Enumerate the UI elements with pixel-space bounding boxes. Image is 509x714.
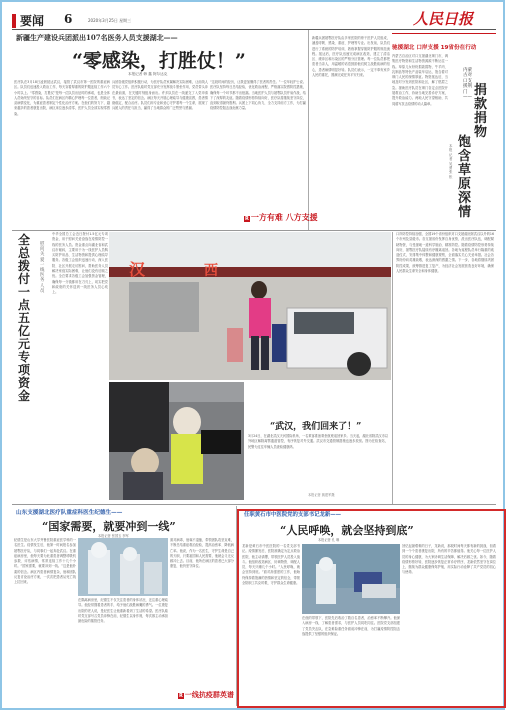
article-column: 医疗队在3月18日凌晨抵达武汉，接管了武汉市第一医院的重症病区。队员们迅速投入救治工作，每天穿着厚重的防护服连续工作六个小时以上。“零感染，打胜仗”是每一位队员出征时的承诺，也是全体人员始终坚守的目标。队员们在病区内精心护理每一位患者，细致记录病情变化，为重症患者制定个性化治疗方案。在他们的努力下，越来越多的患者康复出院，病区床位逐步清零，医护人员全部实现零感染。 <box>14 80 110 116</box>
section-marker <box>12 14 16 28</box>
svg-text:西: 西 <box>204 263 218 279</box>
photo-byline: 本报记者 姚建军摄 <box>308 493 335 497</box>
column-divider <box>308 30 309 230</box>
airport-photo-illustration <box>109 232 391 380</box>
article-column: 兵团各级党组织积极行动，为医疗队员家属解决实际困难，让前线人员安心工作。医疗队临时党支部充分发挥战斗堡垒作用，党员带头冲在最前面，在关键时刻挺身而出。许多队员在一线递交了入党申请书，表达了坚定的信念。病区每天开展心理疏导与健康宣教，患者情绪稳定，配合治疗。队员们用专业和爱心守护着每一个生命，展现了兵团人的责任与担当，赢得了当地群众的广泛赞誉与感谢。 <box>112 80 208 111</box>
bottom-left-byline: 本报记者 张国玉 李军 <box>98 534 129 538</box>
left-headline: 全总拨付一点五亿元专项资金 <box>18 233 31 403</box>
bottom-left-photo <box>78 538 168 596</box>
header-rule <box>12 29 496 30</box>
article-column: 面对病毒，他毫不退缩，带领团队攻坚克难，不断总结重症救治经验，提高治愈率、降低病亡率。他说，作为一名医生，守护生命是自己的天职，只要祖国和人民需要，他就会义无反顾冲上去。目前，他所在病区的患者已大部分康复，他仍坚守岗位。 <box>170 538 234 569</box>
section-title: 要闻 <box>20 14 45 28</box>
airport-photo <box>109 232 391 380</box>
bottom-right-headline: “人民呼唤，就会坚持到底” <box>280 524 414 537</box>
left-subtitle: 慰问关爱一线医务人员 <box>40 242 45 294</box>
photo-caption-title: “武汉，我们回来了！” <box>270 422 362 432</box>
middle-banner-tag: R <box>245 216 249 222</box>
article-column: “这段时间的经历，让我更加懂得了医者的责任。”一位年轻护士说。医疗队坚持每日总结经验，优化救治流程，严格落实院感防控措施，确保每一个环节都不出纰漏。当地医护人员与援鄂队员并肩作战，结下了深厚的友谊。随着疫情形势持续向好，医疗队将继续坚守岗位，直到取得最终胜利。兵团上下同心协力，全力支持前方工作，为打赢疫情防控阻击战贡献力量。 <box>210 80 306 111</box>
bottom-left-kicker: 山东支援湖北医疗队重症科医生纪德生—— <box>16 510 123 516</box>
checkpoint-photo <box>109 382 244 500</box>
article-column: 内蒙古自治区对口支援湖北荆门市，调集医疗物资和生活物资源源不断运往一线。草原儿女纷纷捐款捐物，牛羊肉、乳制品等特色产品装车启运，饱含着对荆门人民的深情厚谊。物资抵达后，当地及时分发到医院和社区，解了燃眉之急。援助医疗队员在荆门各定点医院开展救治工作，协助当地完善诊疗方案，提升救治能力。两地人民守望相助，共同谱写抗击疫情的动人篇章。 <box>392 54 448 106</box>
bottom-right-byline: 本报记者 孔 琳 <box>318 538 340 542</box>
article-column: 回忆起最艰难的日子，龙新说，那段时间每天都有新的挑战，但看到一个个患者康复出院，所有的辛苦都值得。他关心每一位医护人员的身心健康，为大家协调生活保障，解决后顾之忧。如今，随着疫情形势好转，医院逐步恢复正常诊疗秩序，龙新依然坚守在岗位上，继续为群众健康保驾护航，用实际行动诠释了共产党员的初心与使命。 <box>402 544 496 575</box>
section-rule <box>12 504 496 505</box>
bottom-banner-tag: R <box>179 693 183 699</box>
selection-highlight-box[interactable] <box>237 509 506 708</box>
bottom-left-banner <box>178 690 234 700</box>
top-left-byline: 本报记者 韩 鑫 阿尔达克 <box>128 72 168 76</box>
article-column: 新疆兵团援鄂医疗队由多家医院的骨干医护人员组成，涵盖呼吸、感染、重症、护理等专业。出发前，队员们进行了系统的防护培训，熟练掌握穿脱防护服的规范流程。抵达后，医疗队迅速完成病区改造，建立了清洁区、缓冲区和污染区的严格分区管理。每一位队员都把患者当亲人，用温暖的话语鼓励他们树立战胜疾病的信心，患者病情明显好转。队员们表示，一定不辜负家乡人民的重托，圆满完成任务平安归来。 <box>312 36 390 78</box>
top-right-byline: 本报记者 吴勇 张枨 <box>449 144 453 179</box>
top-right-headline-1: 捐款捐物 <box>474 83 488 140</box>
middle-banner-text: 一方有难 八方支援 <box>250 213 318 222</box>
top-right-badge-row <box>392 33 496 51</box>
top-right-badge-text: 驰援湖北 口岸支援 19省份在行动 <box>392 45 477 51</box>
issue-date: 2020年3月25日 星期三 <box>88 18 132 23</box>
top-right-subtitle: 内蒙古对口支援荆门—— <box>463 68 472 101</box>
checkpoint-photo-illustration <box>109 382 244 500</box>
bottom-right-kicker: 任职黄石市中医院党的支部书记龙新—— <box>244 512 342 518</box>
masthead-logo: 人民日报 <box>413 10 474 28</box>
middle-banner <box>244 212 318 223</box>
top-right-headline-2: 饱含草原深情 <box>458 135 472 220</box>
section-rule <box>12 230 496 231</box>
medical-team-illustration <box>78 538 168 596</box>
article-column: 在隔离病房里，纪德生不仅关注患者的身体状况，还注重心理疏导。他经常握着患者的手，给予他们战胜病魔的勇气。一位康复出院的老人说，是纪医生让他重新看到了生活的希望。医疗队临时党支部号召党员冲锋在前，纪德生以身作则，每次都主动承担最危险的插管任务。 <box>78 598 168 624</box>
svg-text:汉: 汉 <box>129 260 146 279</box>
photo-caption-text: 3月24日，在湖北武汉天河国际机场，一名乘客准备乘坐航班返回家乡。当天起，湖北省除武汉市以外地区解除离鄂通道管控，有序恢复对外交通。武汉市交通管制措施也逐步放宽。图为在检查站，民警为过往车辆人员查验健康码。 <box>248 434 388 449</box>
bottom-left-headline: “国家需要，就要冲到一线” <box>42 520 176 533</box>
article-column: 口岸防控持续加强，全国19个省份组织对口支援湖北除武汉以外的16个市州及县级市。各支援省份发挥自身优势，派出医疗队伍，调配紧缺物资，与受援地一道科学施治、精准防控。随着疫情防控形势持续向好，援鄂医疗队陆续有序撤离返回。各地为返程队员举行隆重的欢迎仪式，安排集中休整和健康观察，全面落实关心关爱举措。社会各界纷纷向英雄致敬，表达深深的感激之情。下一步，各地将继续巩固防控成果，统筹推进复工复产，为经济社会发展营造良好环境，确保人民群众生命安全和身体健康。 <box>396 232 494 274</box>
bottom-banner-text: 一线抗疫群英谱 <box>184 691 234 699</box>
column-divider <box>392 232 393 504</box>
article-column: 龙新是黄石市中医医院的一名党支部书记。疫情暴发后，医院被确定为定点救治医院，他主动请缨，带领医护人员投入战斗。他组织改造病区、协调物资、调配人员，每天只睡几个小时。“人民呼唤，就会坚持到底。”面对高强度的工作，他始终保持着饱满的热情和坚定的信念，带领全院职工共克时艰，守护群众生命健康。 <box>242 544 300 586</box>
article-column: 在他的带领下，医院先后收治了数百名患者，治愈率不断攀升。他深入病房一线，了解患者需求，与医护人员同吃同住。医院党支部组建了党员突击队，在急难险重任务面前冲锋在前，为打赢疫情防控阻击战提供了坚强的组织保证。 <box>302 616 400 636</box>
article-column: 中华全国总工会近日拨付1.5亿元专项资金，用于慰问关爱奋战在疫情防控一线的医务人员。资金重点向湖北省和武汉市倾斜，主要用于为一线医护人员购买防护用品、生活物资和提供心理疏导服务。各级工会组织迅速行动，深入医院、社区开展走访慰问，帮助医务人员解决家庭实际困难，让他们没有后顾之忧。全总要求各级工会加强资金管理，确保每一分钱都用在刀刃上，切实把党和政府的关怀送到一线医务人员心坎上。 <box>52 232 108 295</box>
top-left-headline: “零感染，打胜仗！” <box>72 50 246 72</box>
top-left-kicker: 新疆生产建设兵团派出107名医务人员支援湖北—— <box>16 33 178 42</box>
newspaper-page <box>8 6 500 706</box>
article-column: 纪德生是山东大学齐鲁医院重症医学科的一名医生。疫情发生后，他第一时间报名参加援鄂医疗队，与同事们一起奔赴武汉。在重症病房里，他每天要为危重患者调整呼吸机参数、评估病情，常常连续工作十几个小时。“国家需要，就要冲到一线。”这是他朴素的信念。病区内患者病情复杂，他和团队反复讨论治疗方案，一次次把患者从死亡线上拉回来。 <box>14 538 76 585</box>
page-number: 6 <box>64 12 73 26</box>
